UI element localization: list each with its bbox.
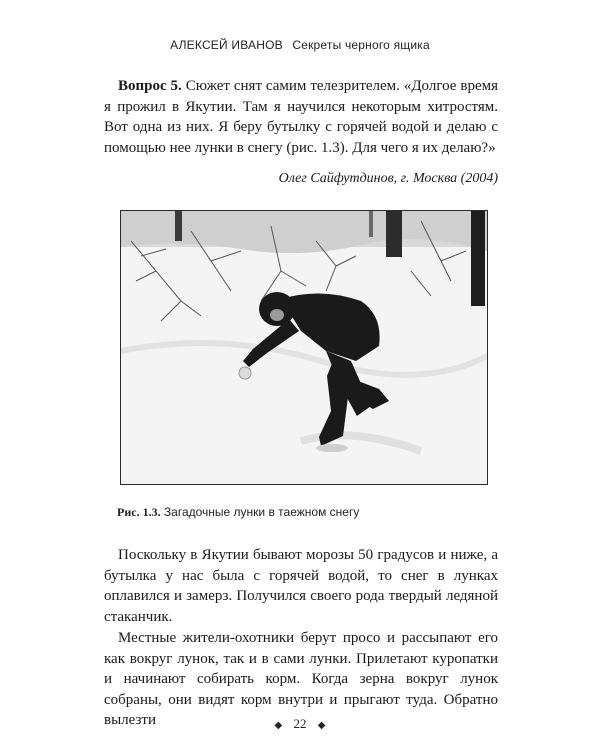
running-header <box>0 38 600 52</box>
figure-label: Рис. 1.3. <box>117 505 161 519</box>
page-footer <box>0 716 600 732</box>
figure-caption <box>117 505 497 520</box>
question-author: Олег Сайфутдинов, г. Москва (2004) <box>278 171 498 186</box>
figure-photo <box>120 210 488 485</box>
footer-ornament-right: ◆ <box>317 720 326 731</box>
question-paragraph <box>104 76 498 158</box>
question-label: Вопрос 5. <box>118 78 182 94</box>
question-text: Сюжет снят самим телезрителем. «Долгое время я прожил в Якутии. Там я научился некоторым хитростям. Вот одна из них. Я беру бутылку с горячей водой и делаю с помощью нее лунки в снегу (рис. 1.3). Для чего я их делаю?» <box>104 78 499 156</box>
footer-ornament-left: ◆ <box>274 720 283 731</box>
header-book-title: Секреты черного ящика <box>292 38 430 52</box>
page-number: 22 <box>293 716 307 731</box>
snow-scene-illustration <box>121 211 487 484</box>
figure-caption-text: Загадочные лунки в таежном снегу <box>163 505 360 519</box>
body-paragraph-1: Поскольку в Якутии бывают морозы 50 градусов и ниже, а бутылка у нас была с горячей водой, то снег в лунках оплавился и замерз. Получился своего рода твердый ледяной стаканчик. <box>104 547 498 625</box>
header-author: АЛЕКСЕЙ ИВАНОВ <box>170 38 283 52</box>
body-paragraph-2: Местные жители-охотники берут просо и рассыпают его как вокруг лунок, так и в сами лунки. Прилетают куропатки и начинают собирать корм. Когда зерна вокруг лунок собраны, они видят корм внутри и прыгают туда. Обратно вылезти <box>104 630 498 728</box>
